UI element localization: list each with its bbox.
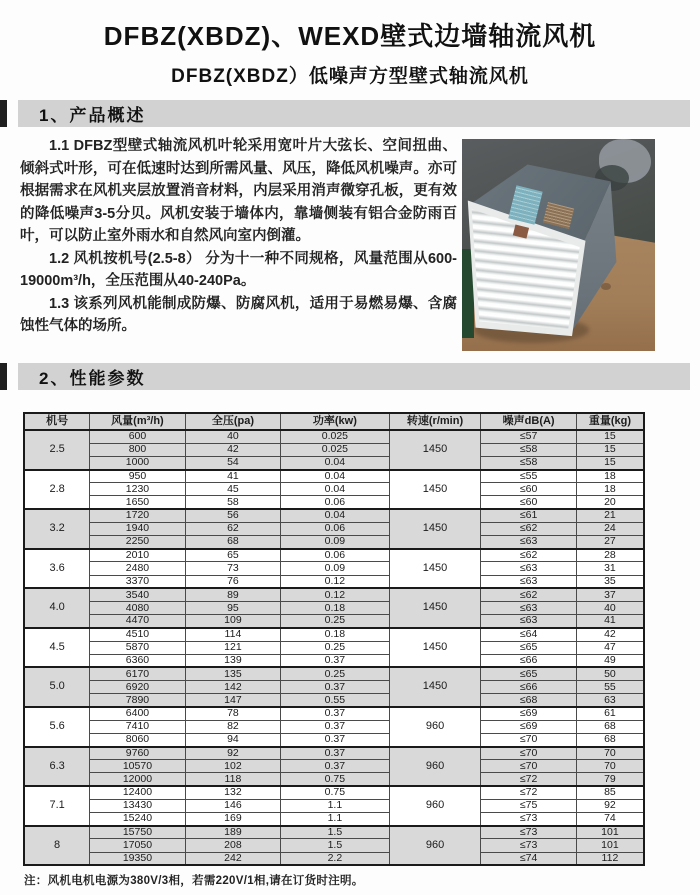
table-cell: 9760 (90, 747, 185, 760)
model-cell: 2.5 (24, 430, 90, 470)
table-cell: 49 (576, 654, 644, 667)
table-cell: 24 (576, 522, 644, 535)
table-cell: 0.09 (281, 536, 389, 549)
model-cell: 3.6 (24, 549, 90, 589)
table-cell: 1940 (90, 522, 185, 535)
table-cell: 74 (576, 812, 644, 825)
table-cell: 5870 (90, 641, 185, 654)
table-cell: ≤58 (481, 456, 576, 469)
table-cell: 1.5 (281, 839, 389, 852)
table-cell: 0.04 (281, 509, 389, 522)
table-cell: ≤72 (481, 786, 576, 799)
table-cell: 15240 (90, 812, 185, 825)
left-edge-mark (0, 363, 7, 390)
table-cell: 3540 (90, 588, 185, 601)
table-cell: 0.06 (281, 496, 389, 509)
table-cell: 0.37 (281, 760, 389, 773)
table-cell: 139 (185, 654, 280, 667)
table-cell: 0.06 (281, 522, 389, 535)
table-cell: ≤63 (481, 536, 576, 549)
performance-table (23, 412, 645, 866)
table-cell: 65 (185, 549, 280, 562)
table-row (24, 575, 644, 588)
section2-heading-bar (0, 363, 700, 390)
column-header: 噪声dB(A) (481, 413, 576, 430)
table-cell: ≤63 (481, 575, 576, 588)
table-cell: 45 (185, 483, 280, 496)
table-cell: ≤58 (481, 443, 576, 456)
table-cell: 85 (576, 786, 644, 799)
table-cell: 35 (576, 575, 644, 588)
table-cell: ≤62 (481, 549, 576, 562)
table-row (24, 733, 644, 746)
table-row (24, 628, 644, 641)
table-cell: 2010 (90, 549, 185, 562)
table-cell: ≤74 (481, 852, 576, 865)
speed-cell: 1450 (389, 430, 481, 470)
table-cell: 142 (185, 681, 280, 694)
table-cell: ≤62 (481, 588, 576, 601)
table-cell: 63 (576, 694, 644, 707)
table-cell: 6920 (90, 681, 185, 694)
table-cell: 70 (576, 760, 644, 773)
table-cell: 0.025 (281, 443, 389, 456)
table-cell: 54 (185, 456, 280, 469)
table-row (24, 707, 644, 720)
table-cell: 4510 (90, 628, 185, 641)
model-cell: 4.0 (24, 588, 90, 628)
model-cell: 4.5 (24, 628, 90, 668)
table-row (24, 588, 644, 601)
table-cell: 0.37 (281, 707, 389, 720)
section1-heading: 1、产品概述 (18, 100, 690, 127)
paragraph-1-2: 1.2 风机按机号(2.5-8） 分为十一种不同规格，风量范围从600-19000m³/h，全压范围从40-240Pa。 (20, 250, 457, 289)
table-cell: 4080 (90, 601, 185, 614)
table-row (24, 681, 644, 694)
table-cell: 2250 (90, 536, 185, 549)
table-cell: ≤63 (481, 601, 576, 614)
table-cell: 0.37 (281, 720, 389, 733)
table-cell: 56 (185, 509, 280, 522)
table-cell: 42 (185, 443, 280, 456)
table-cell: 73 (185, 562, 280, 575)
table-cell: 82 (185, 720, 280, 733)
table-row (24, 470, 644, 483)
table-cell: 0.04 (281, 470, 389, 483)
table-cell: 68 (576, 720, 644, 733)
table-cell: 950 (90, 470, 185, 483)
table-cell: 18 (576, 470, 644, 483)
table-cell: 114 (185, 628, 280, 641)
table-cell: 0.12 (281, 575, 389, 588)
table-cell: 41 (576, 615, 644, 628)
table-cell: 1720 (90, 509, 185, 522)
table-cell: 68 (576, 733, 644, 746)
table-cell: 89 (185, 588, 280, 601)
table-cell: ≤57 (481, 430, 576, 443)
table-cell: 15 (576, 430, 644, 443)
table-cell: ≤73 (481, 812, 576, 825)
table-cell: 27 (576, 536, 644, 549)
table-cell: 6360 (90, 654, 185, 667)
speed-cell: 1450 (389, 628, 481, 668)
table-cell: 109 (185, 615, 280, 628)
table-row (24, 747, 644, 760)
overview-section (20, 135, 680, 351)
table-cell: ≤70 (481, 760, 576, 773)
table-cell: 0.75 (281, 773, 389, 786)
table-row (24, 667, 644, 680)
paragraph-1-1: 1.1 DFBZ型壁式轴流风机叶轮采用宽叶片大弦长、空间扭曲、倾斜式叶形，可在低速时达到所需风量、风压，降低风机噪声。亦可根据需求在风机夹层放置消音材料，内层采用消声微穿孔板，更有效的降低噪声3-5分贝。风机安装于墙体内，靠墙侧装有铝合金防雨百叶，可以防止室外雨水和自然风向室内倒灌。 (20, 138, 457, 244)
page-title: DFBZ(XBDZ)、WEXD壁式边墙轴流风机 (103, 21, 597, 51)
table-cell: ≤73 (481, 826, 576, 839)
table-cell: ≤63 (481, 615, 576, 628)
overview-paragraphs (20, 135, 457, 351)
table-cell: ≤63 (481, 562, 576, 575)
table-row (24, 456, 644, 469)
table-cell: ≤69 (481, 720, 576, 733)
table-row (24, 654, 644, 667)
model-cell: 2.8 (24, 470, 90, 510)
table-cell: 0.55 (281, 694, 389, 707)
table-cell: 112 (576, 852, 644, 865)
table-cell: ≤62 (481, 522, 576, 535)
table-cell: 7890 (90, 694, 185, 707)
table-cell: 0.37 (281, 654, 389, 667)
speed-cell: 960 (389, 707, 481, 747)
table-cell: ≤70 (481, 733, 576, 746)
table-row (24, 443, 644, 456)
table-cell: 37 (576, 588, 644, 601)
table-cell: 0.12 (281, 588, 389, 601)
bar-gap (7, 100, 18, 127)
table-row (24, 826, 644, 839)
column-header: 功率(kw) (281, 413, 389, 430)
performance-table-wrap (23, 412, 700, 866)
table-cell: 2.2 (281, 852, 389, 865)
table-cell: 17050 (90, 839, 185, 852)
table-cell: 135 (185, 667, 280, 680)
table-cell: 0.18 (281, 601, 389, 614)
table-cell: 70 (576, 747, 644, 760)
table-row (24, 812, 644, 825)
table-cell: 0.025 (281, 430, 389, 443)
table-cell: 101 (576, 839, 644, 852)
table-cell: 146 (185, 799, 280, 812)
table-cell: 47 (576, 641, 644, 654)
table-cell: 55 (576, 681, 644, 694)
table-cell: 0.37 (281, 733, 389, 746)
table-cell: 41 (185, 470, 280, 483)
table-cell: 189 (185, 826, 280, 839)
table-cell: 0.06 (281, 549, 389, 562)
model-cell: 6.3 (24, 747, 90, 787)
table-cell: 50 (576, 667, 644, 680)
table-cell: 0.25 (281, 667, 389, 680)
table-cell: ≤60 (481, 496, 576, 509)
table-cell: 92 (185, 747, 280, 760)
table-row (24, 760, 644, 773)
column-header: 转速(r/min) (389, 413, 481, 430)
table-cell: 0.18 (281, 628, 389, 641)
model-cell: 5.6 (24, 707, 90, 747)
table-cell: 94 (185, 733, 280, 746)
table-cell: 1.1 (281, 812, 389, 825)
table-cell: 79 (576, 773, 644, 786)
table-cell: 12000 (90, 773, 185, 786)
table-cell: 118 (185, 773, 280, 786)
table-cell: 169 (185, 812, 280, 825)
table-cell: 68 (185, 536, 280, 549)
table-cell: ≤73 (481, 839, 576, 852)
table-row (24, 483, 644, 496)
table-cell: 15 (576, 456, 644, 469)
table-cell: 132 (185, 786, 280, 799)
table-cell: 208 (185, 839, 280, 852)
table-cell: 1.1 (281, 799, 389, 812)
table-cell: 13430 (90, 799, 185, 812)
header-row (24, 413, 644, 430)
table-cell: ≤61 (481, 509, 576, 522)
table-cell: 40 (185, 430, 280, 443)
product-photo (462, 139, 655, 351)
table-cell: ≤69 (481, 707, 576, 720)
table-row (24, 615, 644, 628)
table-cell: 31 (576, 562, 644, 575)
table-cell: ≤68 (481, 694, 576, 707)
table-row (24, 773, 644, 786)
table-cell: 12400 (90, 786, 185, 799)
table-cell: 62 (185, 522, 280, 535)
table-cell: ≤70 (481, 747, 576, 760)
speed-cell: 960 (389, 747, 481, 787)
table-cell: 0.37 (281, 747, 389, 760)
table-cell: 42 (576, 628, 644, 641)
table-row (24, 694, 644, 707)
table-cell: 121 (185, 641, 280, 654)
table-row (24, 641, 644, 654)
table-cell: 1230 (90, 483, 185, 496)
table-cell: 18 (576, 483, 644, 496)
table-cell: 147 (185, 694, 280, 707)
table-cell: ≤66 (481, 654, 576, 667)
table-cell: 78 (185, 707, 280, 720)
table-cell: 6170 (90, 667, 185, 680)
table-cell: 21 (576, 509, 644, 522)
table-cell: 0.04 (281, 483, 389, 496)
column-header: 风量(m³/h) (90, 413, 185, 430)
table-cell: ≤65 (481, 641, 576, 654)
table-cell: ≤72 (481, 773, 576, 786)
table-note: 注：风机电机电源为380V/3相，若需220V/1相,请在订货时注明。 (24, 875, 364, 888)
table-cell: 76 (185, 575, 280, 588)
table-row (24, 549, 644, 562)
speed-cell: 1450 (389, 470, 481, 510)
section1-heading-bar (0, 100, 700, 127)
table-cell: ≤66 (481, 681, 576, 694)
table-cell: 15750 (90, 826, 185, 839)
table-row (24, 601, 644, 614)
table-cell: ≤55 (481, 470, 576, 483)
table-cell: ≤75 (481, 799, 576, 812)
model-cell: 8 (24, 826, 90, 866)
table-row (24, 839, 644, 852)
table-cell: 0.37 (281, 681, 389, 694)
section2-heading: 2、性能参数 (18, 363, 690, 390)
column-header: 机号 (24, 413, 90, 430)
speed-cell: 960 (389, 786, 481, 826)
table-cell: 1000 (90, 456, 185, 469)
table-cell: 101 (576, 826, 644, 839)
table-cell: 600 (90, 430, 185, 443)
speed-cell: 1450 (389, 509, 481, 549)
table-cell: 92 (576, 799, 644, 812)
model-cell: 3.2 (24, 509, 90, 549)
model-cell: 5.0 (24, 667, 90, 707)
table-cell: 61 (576, 707, 644, 720)
model-cell: 7.1 (24, 786, 90, 826)
speed-cell: 1450 (389, 549, 481, 589)
table-row (24, 536, 644, 549)
table-cell: 8060 (90, 733, 185, 746)
left-edge-mark (0, 100, 7, 127)
table-cell: 19350 (90, 852, 185, 865)
table-cell: 1650 (90, 496, 185, 509)
table-cell: 40 (576, 601, 644, 614)
table-cell: 4470 (90, 615, 185, 628)
page-subtitle: DFBZ(XBDZ）低噪声方型壁式轴流风机 (171, 66, 529, 87)
speed-cell: 960 (389, 826, 481, 866)
table-cell: 6400 (90, 707, 185, 720)
table-row (24, 496, 644, 509)
table-cell: 102 (185, 760, 280, 773)
table-row (24, 562, 644, 575)
table-cell: 3370 (90, 575, 185, 588)
column-header: 全压(pa) (185, 413, 280, 430)
paragraph-1-3: 1.3 该系列风机能制成防爆、防腐风机，适用于易燃易爆、含腐蚀性气体的场所。 (20, 295, 457, 334)
table-cell: ≤64 (481, 628, 576, 641)
table-cell: 800 (90, 443, 185, 456)
table-cell: ≤65 (481, 667, 576, 680)
table-cell: 15 (576, 443, 644, 456)
table-cell: 0.25 (281, 641, 389, 654)
table-cell: 20 (576, 496, 644, 509)
table-cell: 7410 (90, 720, 185, 733)
speed-cell: 1450 (389, 588, 481, 628)
table-row (24, 786, 644, 799)
table-row (24, 430, 644, 443)
table-row (24, 720, 644, 733)
table-cell: 0.25 (281, 615, 389, 628)
table-cell: 95 (185, 601, 280, 614)
table-cell: 242 (185, 852, 280, 865)
table-cell: 0.09 (281, 562, 389, 575)
table-cell: 10570 (90, 760, 185, 773)
table-row (24, 509, 644, 522)
column-header: 重量(kg) (576, 413, 644, 430)
table-cell: 0.75 (281, 786, 389, 799)
table-cell: 0.04 (281, 456, 389, 469)
table-cell: 2480 (90, 562, 185, 575)
table-cell: 28 (576, 549, 644, 562)
table-cell: ≤60 (481, 483, 576, 496)
bar-gap (7, 363, 18, 390)
table-row (24, 522, 644, 535)
table-row (24, 852, 644, 865)
speed-cell: 1450 (389, 667, 481, 707)
table-cell: 58 (185, 496, 280, 509)
table-cell: 1.5 (281, 826, 389, 839)
table-row (24, 799, 644, 812)
